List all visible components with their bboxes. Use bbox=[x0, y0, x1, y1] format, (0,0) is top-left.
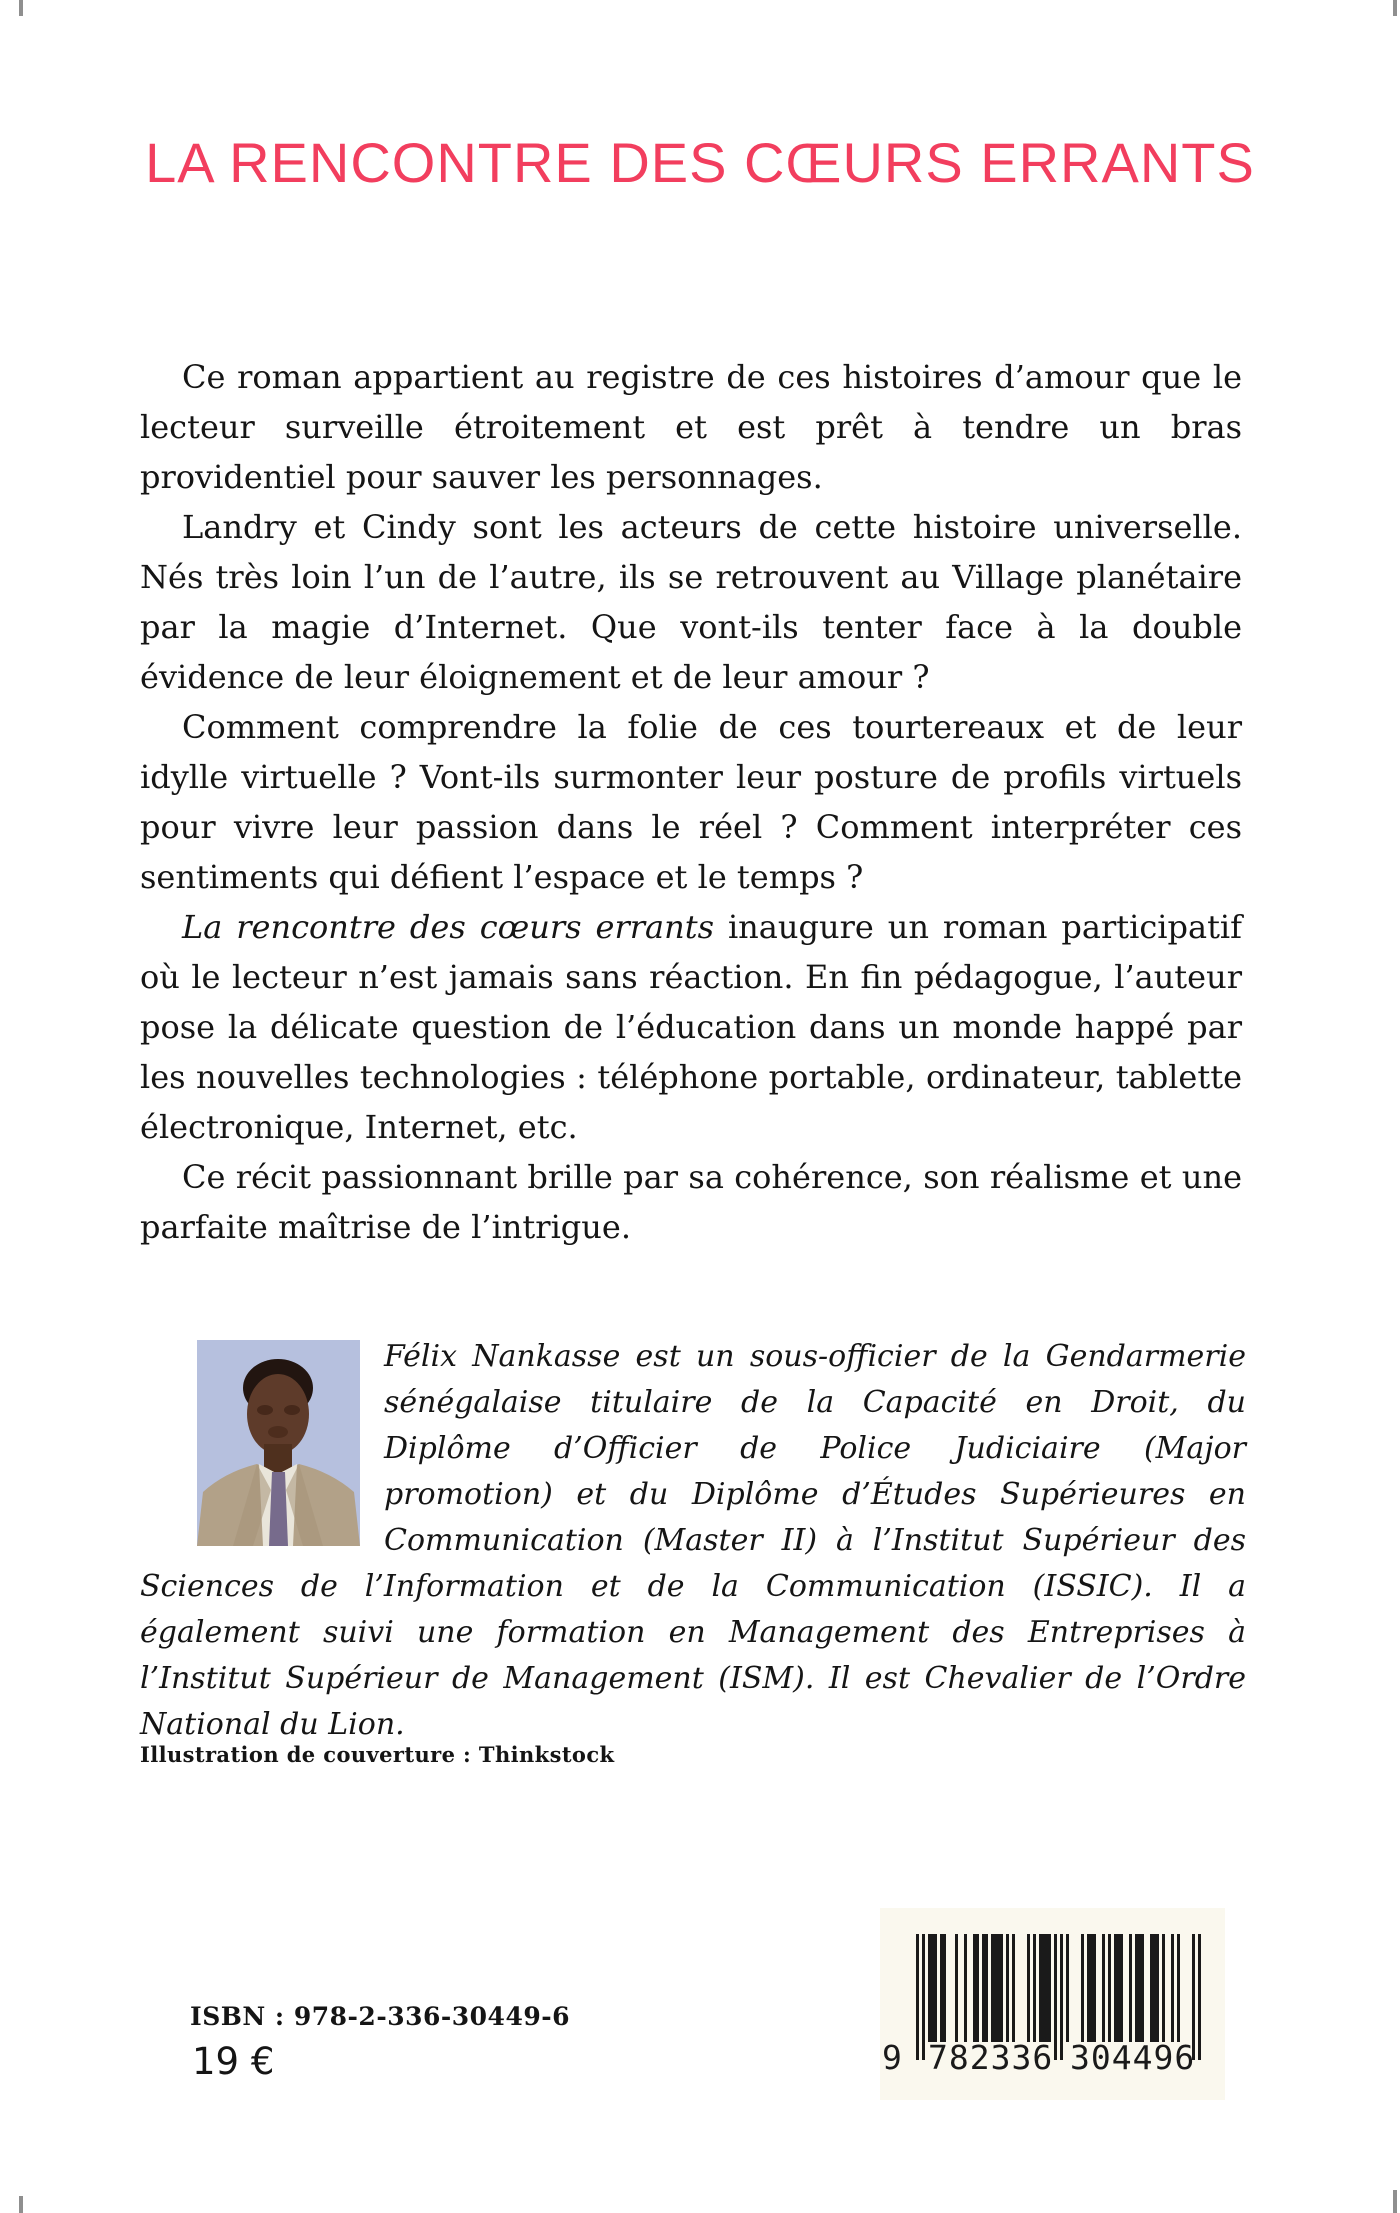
synopsis bbox=[140, 352, 1242, 1252]
barcode-bar bbox=[985, 1934, 988, 2042]
barcode-bar bbox=[955, 1934, 958, 2042]
barcode-digit-leading: 9 bbox=[882, 2038, 902, 2077]
synopsis-paragraph: Comment comprendre la folie de ces tourtereaux et de leur idylle virtuelle ? Vont-ils surmonter leur posture de profils virtuels pour vivre leur passion dans le réel ? Comment interpréter ces sentiments qui défient l’espace et le temps ? bbox=[140, 708, 1242, 896]
barcode-bar bbox=[1027, 1934, 1030, 2042]
barcode-bar bbox=[1033, 1934, 1036, 2042]
barcode-bar bbox=[943, 1934, 946, 2042]
barcode bbox=[880, 1908, 1225, 2100]
face bbox=[247, 1374, 309, 1454]
barcode-bar bbox=[976, 1934, 979, 2042]
barcode-bar bbox=[1066, 1934, 1069, 2042]
barcode-bar bbox=[1108, 1934, 1111, 2042]
barcode-bar bbox=[1120, 1934, 1123, 2042]
barcode-digits bbox=[880, 2038, 1225, 2080]
crop-mark-top-right bbox=[1393, 0, 1397, 16]
synopsis-paragraph: Ce roman appartient au registre de ces histoires d’amour que le lecteur surveille étroitement et est prêt à tendre un bras providentiel pour sauver les personnages. bbox=[140, 358, 1242, 496]
barcode-bar bbox=[1162, 1934, 1165, 2042]
barcode-digit-group-1: 782336 bbox=[928, 2038, 1054, 2077]
barcode-bar bbox=[964, 1934, 967, 2042]
book-title-inline-italic: La rencontre des cœurs errants bbox=[182, 908, 715, 946]
tie bbox=[269, 1472, 288, 1546]
price-text: 19 € bbox=[192, 2040, 275, 2083]
barcode-bar bbox=[1171, 1934, 1174, 2042]
barcode-bar bbox=[934, 1934, 937, 2042]
barcode-digit-group-2: 304496 bbox=[1070, 2038, 1196, 2077]
crop-mark-top-left bbox=[19, 0, 23, 16]
barcode-bar bbox=[1000, 1934, 1003, 2042]
barcode-bar bbox=[1093, 1934, 1096, 2042]
synopsis-paragraph-rest: inaugure un roman participatif où le lecteur n’est jamais sans réaction. En fin pédagogue, l’auteur pose la délicate question de l’éducation dans un monde happé par les nouvelles technologies : téléphone portable, ordinateur, tablette électronique, Internet, etc. bbox=[140, 908, 1243, 1146]
barcode-bar bbox=[1006, 1934, 1009, 2042]
barcode-bar bbox=[1048, 1934, 1051, 2042]
cover-illustration-credit: Illustration de couverture : Thinkstock bbox=[140, 1742, 615, 1767]
author-bio bbox=[140, 1334, 1246, 1748]
crop-mark-bottom-right bbox=[1393, 2190, 1397, 2213]
author-bio-text: Félix Nankasse est un sous-officier de la Gendarmerie sénégalaise titulaire de la Capacité en Droit, du Diplôme d’Officier de Police Judiciaire (Major promotion) et du Diplôme d’Études Supérieures en Communication (Master II) à l’Institut Supérieur des Sciences de l’Information et de la Communication (ISSIC). Il a également suivi une formation en Management des Entreprises à l’Institut Supérieur de Management (ISM). Il est Chevalier de l’Ordre National du Lion. bbox=[140, 1339, 1246, 1742]
barcode-bar bbox=[1012, 1934, 1015, 2042]
author-photo bbox=[197, 1340, 360, 1546]
crop-mark-bottom-left bbox=[19, 2196, 23, 2213]
isbn-text: ISBN : 978-2-336-30449-6 bbox=[190, 2002, 571, 2031]
synopsis-paragraph bbox=[140, 902, 1242, 1152]
synopsis-paragraph: Ce récit passionnant brille par sa cohérence, son réalisme et une parfaite maîtrise de l’intrigue. bbox=[140, 1158, 1242, 1246]
barcode-bar bbox=[1081, 1934, 1084, 2042]
barcode-bar bbox=[1141, 1934, 1144, 2042]
barcode-bar bbox=[1156, 1934, 1159, 2042]
barcode-bar bbox=[1129, 1934, 1132, 2042]
barcode-bar bbox=[1177, 1934, 1180, 2042]
barcode-bar bbox=[1102, 1934, 1105, 2042]
book-title: LA RENCONTRE DES CŒURS ERRANTS bbox=[145, 130, 1255, 194]
synopsis-paragraph: Landry et Cindy sont les acteurs de cette histoire universelle. Nés très loin l’un de l’autre, ils se retrouvent au Village planétaire par la magie d’Internet. Que vont-ils tenter face à la double évidence de leur éloignement et de leur amour ? bbox=[140, 508, 1242, 696]
